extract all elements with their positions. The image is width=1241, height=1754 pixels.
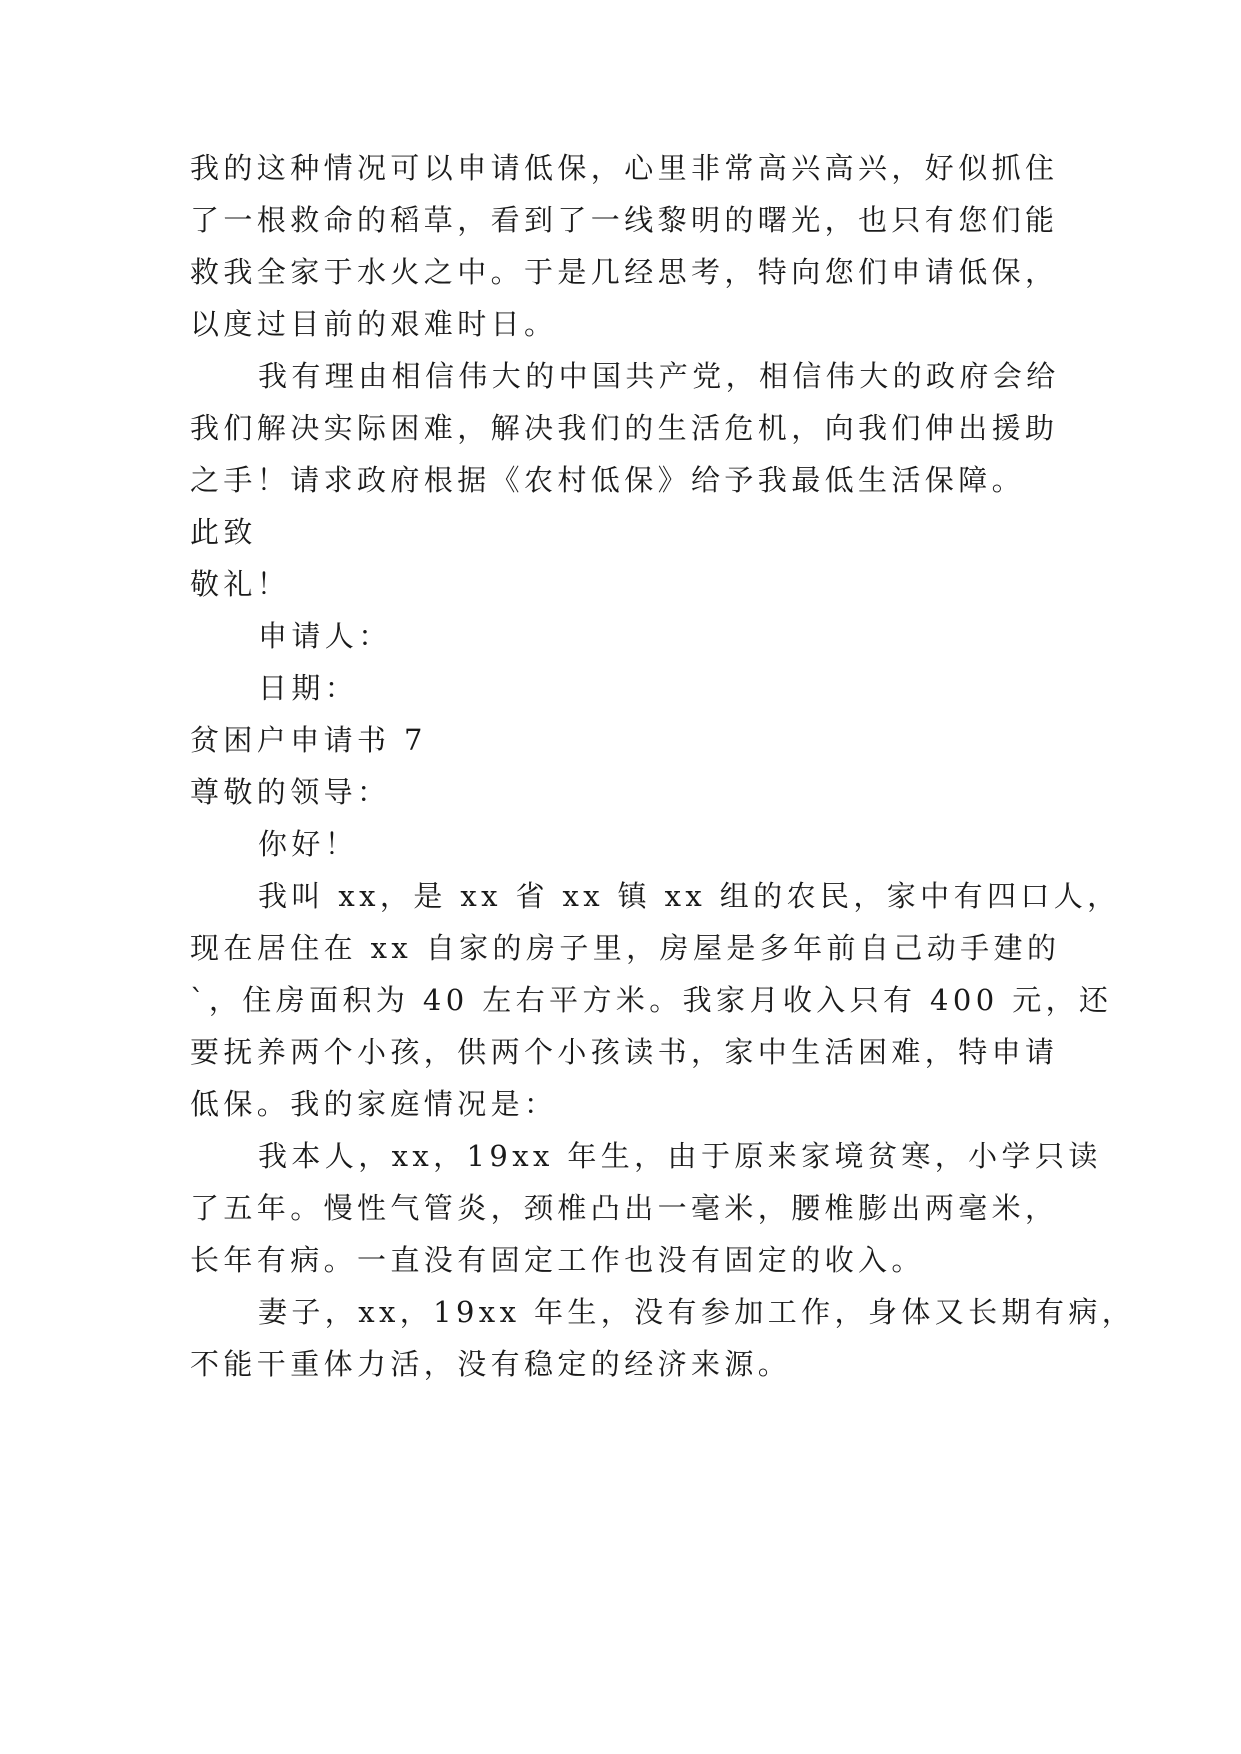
paragraph-line: 我叫 xx，是 xx 省 xx 镇 xx 组的农民，家中有四口人， (258, 879, 1121, 913)
paragraph-line: 我有理由相信伟大的中国共产党，相信伟大的政府会给 (258, 359, 1060, 393)
paragraph-line: 长年有病。一直没有固定工作也没有固定的收入。 (190, 1243, 925, 1277)
paragraph-line: 了一根救命的稻草，看到了一线黎明的曙光，也只有您们能 (190, 203, 1059, 237)
closing-salutation: 此致 (190, 515, 257, 549)
paragraph-line: 以度过目前的艰难时日。 (190, 307, 558, 341)
greeting: 尊敬的领导： (190, 775, 391, 809)
paragraph-line: 之手！请求政府根据《农村低保》给予我最低生活保障。 (190, 463, 1026, 497)
paragraph-line: 救我全家于水火之中。于是几经思考，特向您们申请低保， (190, 255, 1059, 289)
paragraph-line: 我的这种情况可以申请低保，心里非常高兴高兴，好似抓住 (190, 151, 1059, 185)
paragraph-line: `，住房面积为 40 左右平方米。我家月收入只有 400 元，还 (190, 983, 1113, 1017)
hello-line: 你好！ (258, 827, 359, 861)
paragraph-line: 妻子，xx，19xx 年生，没有参加工作，身体又长期有病， (258, 1295, 1136, 1329)
paragraph-line: 我本人，xx，19xx 年生，由于原来家境贫寒，小学只读 (258, 1139, 1102, 1173)
paragraph-line: 了五年。慢性气管炎，颈椎凸出一毫米，腰椎膨出两毫米， (190, 1191, 1059, 1225)
paragraph-line: 低保。我的家庭情况是： (190, 1087, 558, 1121)
paragraph-line: 不能干重体力活，没有稳定的经济来源。 (190, 1347, 792, 1381)
paragraph-line: 现在居住在 xx 自家的房子里，房屋是多年前自己动手建的 (190, 931, 1061, 965)
section-title: 贫困户申请书 7 (190, 723, 427, 757)
closing-regards: 敬礼！ (190, 567, 291, 601)
applicant-label: 申请人： (258, 619, 392, 653)
paragraph-line: 要抚养两个小孩，供两个小孩读书，家中生活困难，特申请 (190, 1035, 1059, 1069)
paragraph-line: 我们解决实际困难，解决我们的生活危机，向我们伸出援助 (190, 411, 1059, 445)
date-label: 日期： (258, 671, 359, 705)
